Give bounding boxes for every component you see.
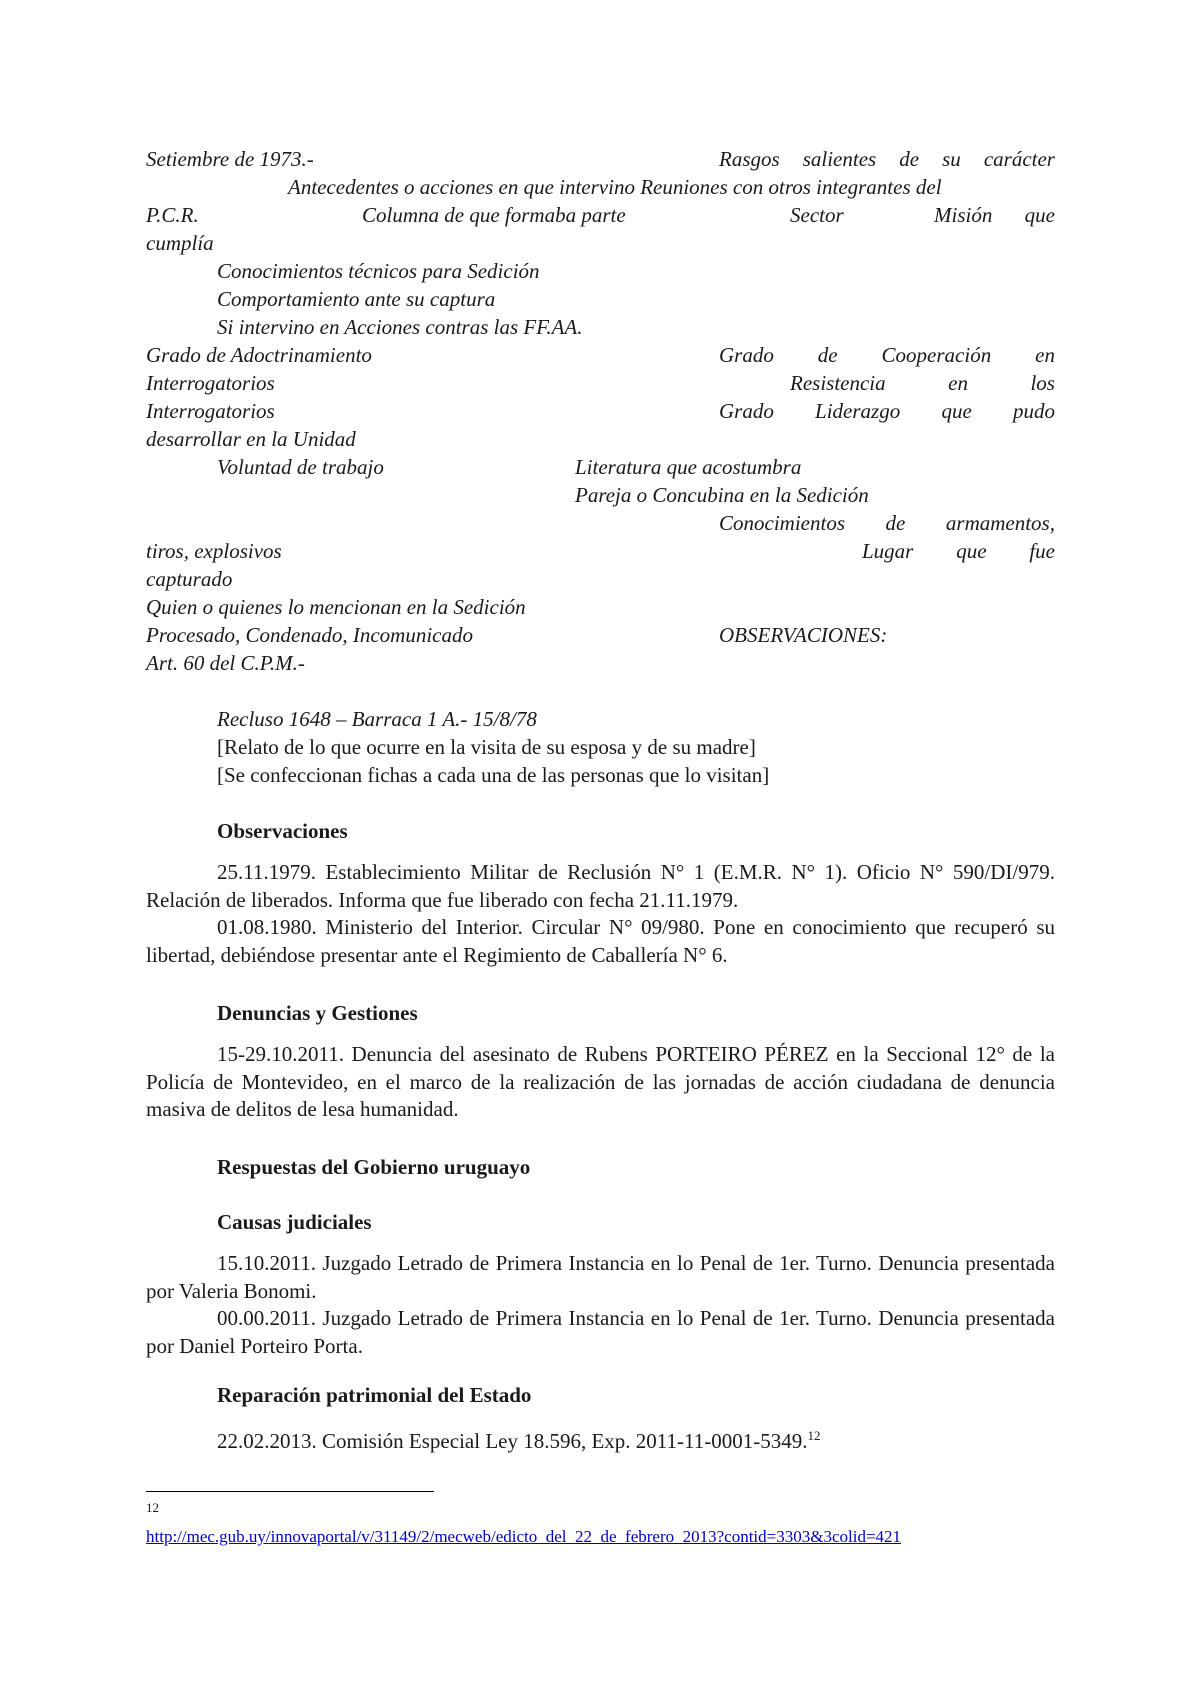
section-title-observaciones: Observaciones	[217, 819, 348, 843]
form-field-articulo: Art. 60 del C.P.M.-	[146, 651, 305, 675]
recluso-note-2: [Se confeccionan fichas a cada una de las personas que lo visitan]	[217, 763, 770, 787]
form-field-armamentos: Conocimientos de armamentos,	[719, 511, 1055, 535]
recluso-line: Recluso 1648 – Barraca 1 A.- 15/8/78	[217, 707, 537, 731]
reparacion-text: 22.02.2013. Comisión Especial Ley 18.596, Exp. 2011-11-0001-5349.	[217, 1429, 808, 1453]
form-field-acciones-ffaa: Si intervino en Acciones contras las FF.AA.	[217, 315, 583, 339]
form-field-voluntad: Voluntad de trabajo	[217, 455, 384, 479]
observaciones-paragraph-1: 25.11.1979. Establecimiento Militar de Reclusión N° 1 (E.M.R. N° 1). Oficio N° 590/DI/979. Relación de liberados. Informa que fue liberado con fecha 21.11.1979.	[146, 860, 1055, 912]
section-title-denuncias: Denuncias y Gestiones	[217, 1001, 418, 1025]
form-field-pcr: P.C.R.	[146, 203, 199, 227]
form-field-observaciones-label: OBSERVACIONES:	[719, 623, 888, 647]
reparacion-paragraph-1	[217, 1423, 820, 1454]
recluso-note-1: [Relato de lo que ocurre en la visita de su esposa y de su madre]	[217, 735, 756, 759]
form-field-mencionan: Quien o quienes lo mencionan en la Sedición	[146, 595, 526, 619]
form-field-interrogatorios-1: Interrogatorios	[146, 371, 275, 395]
footnote-reference: 12	[807, 1428, 821, 1443]
form-field-comportamiento: Comportamiento ante su captura	[217, 287, 496, 311]
form-field-mision: Misión que	[934, 203, 1055, 227]
form-field-capturado: capturado	[146, 567, 233, 591]
form-field-pareja: Pareja o Concubina en la Sedición	[575, 483, 869, 507]
section-title-causas: Causas judiciales	[217, 1210, 372, 1234]
form-field-rasgos: Rasgos salientes de su carácter	[719, 147, 1055, 171]
form-field-columna: Columna de que formaba parte	[362, 203, 626, 227]
form-field-procesado: Procesado, Condenado, Incomunicado	[146, 623, 473, 647]
causas-paragraph-2: 00.00.2011. Juzgado Letrado de Primera Instancia en lo Penal de 1er. Turno. Denuncia presentada por Daniel Porteiro Porta.	[146, 1306, 1055, 1358]
denuncias-paragraph-1: 15-29.10.2011. Denuncia del asesinato de Rubens PORTEIRO PÉREZ en la Seccional 12° de la Policía de Montevideo, en el marco de la realización de las jornadas de acción ciudadana de denuncia masiva de delitos de lesa humanidad.	[146, 1042, 1055, 1121]
form-field-tiros: tiros, explosivos	[146, 539, 282, 563]
section-title-respuestas: Respuestas del Gobierno uruguayo	[217, 1155, 531, 1179]
form-field-date: Setiembre de 1973.-	[146, 147, 314, 171]
footnote-number: 12	[146, 1500, 159, 1515]
footnote-link[interactable]: http://mec.gub.uy/innovaportal/v/31149/2/mecweb/edicto_del_22_de_febrero_2013?contid=3303&3colid=421	[146, 1527, 902, 1546]
form-field-sector: Sector	[790, 203, 844, 227]
form-field-unidad: desarrollar en la Unidad	[146, 427, 356, 451]
section-title-reparacion: Reparación patrimonial del Estado	[217, 1383, 532, 1407]
form-field-antecedentes: Antecedentes o acciones en que intervino Reuniones con otros integrantes del	[288, 175, 942, 199]
form-field-cooperacion: Grado de Cooperación en	[719, 343, 1055, 367]
form-field-conocimientos-tecnicos: Conocimientos técnicos para Sedición	[217, 259, 540, 283]
form-field-lugar: Lugar que fue	[862, 539, 1055, 563]
form-field-liderazgo: Grado Liderazgo que pudo	[719, 399, 1055, 423]
form-field-interrogatorios-2: Interrogatorios	[146, 399, 275, 423]
form-field-resistencia: Resistencia en los	[790, 371, 1055, 395]
observaciones-paragraph-2: 01.08.1980. Ministerio del Interior. Circular N° 09/980. Pone en conocimiento que recuperó su libertad, debiéndose presentar ante el Regimiento de Caballería N° 6.	[146, 915, 1055, 967]
form-field-literatura: Literatura que acostumbra	[575, 455, 802, 479]
form-field-adoctrinamiento: Grado de Adoctrinamiento	[146, 343, 372, 367]
form-field-cumplia: cumplía	[146, 231, 214, 255]
footnote-separator	[146, 1491, 434, 1492]
causas-paragraph-1: 15.10.2011. Juzgado Letrado de Primera Instancia en lo Penal de 1er. Turno. Denuncia presentada por Valeria Bonomi.	[146, 1251, 1055, 1303]
